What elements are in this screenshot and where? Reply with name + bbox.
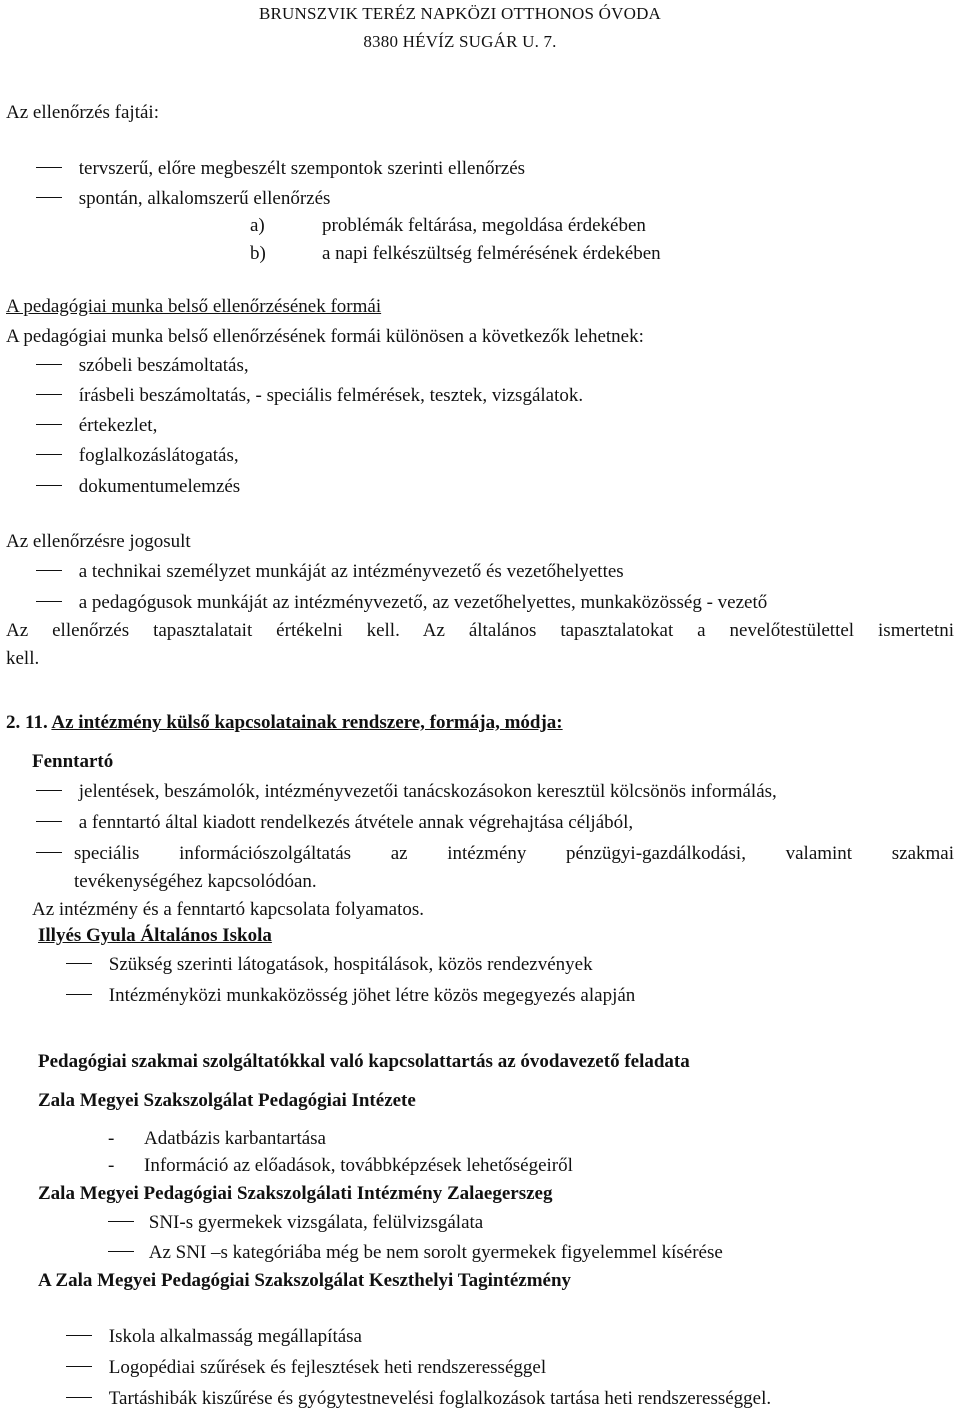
list-item-text: Információ az előadások, továbbképzések lehetőségeiről (144, 1155, 573, 1176)
list-item: szóbeli beszámoltatás, (36, 355, 249, 378)
school-title: Illyés Gyula Általános Iskola (38, 925, 272, 946)
dash-bullet-icon (66, 963, 92, 964)
list-item: SNI-s gyermekek vizsgálata, felülvizsgálata (108, 1212, 483, 1235)
dash-bullet-icon (36, 570, 62, 571)
dash-bullet-icon (36, 394, 62, 395)
institution-name: BRUNSZVIK TERÉZ NAPKÖZI OTTHONOS ÓVODA (258, 4, 662, 23)
dash-bullet-icon (36, 601, 62, 602)
sub-item-marker: a) (250, 215, 265, 236)
list-item: a fenntartó által kiadott rendelkezés átvétele annak végrehajtása céljából, (36, 812, 633, 835)
sub-item-text: a napi felkészültség felmérésének érdekében (322, 243, 661, 264)
institution-title: Zala Megyei Pedagógiai Szakszolgálati Intézmény Zalaegerszeg (38, 1183, 553, 1204)
section-title: Az intézmény külső kapcsolatainak rendszere, formája, módja: (51, 712, 563, 733)
forms-title: A pedagógiai munka belső ellenőrzésének formái (6, 296, 382, 317)
list-item-text: tevékenységéhez kapcsolódóan. (74, 871, 317, 892)
section-number: 2. 11. (6, 712, 48, 733)
list-item: Logopédiai szűrések és fejlesztések heti rendszerességgel (66, 1357, 546, 1380)
list-item-text: speciális információszolgáltatás az intézmény pénzügyi-gazdálkodási, valamint szakmai (74, 843, 954, 864)
dash-bullet-icon (36, 790, 62, 791)
list-item-text: Adatbázis karbantartása (144, 1128, 326, 1149)
fenntarto-closing: Az intézmény és a fenntartó kapcsolata folyamatos. (32, 899, 424, 920)
institution-address: 8380 HÉVÍZ SUGÁR U. 7. (363, 32, 557, 51)
dash-bullet-icon (36, 852, 62, 853)
list-item: spontán, alkalomszerű ellenőrzés (36, 188, 330, 211)
dash-bullet-icon (66, 1366, 92, 1367)
list-item: jelentések, beszámolók, intézményvezetői tanácskozásokon keresztül kölcsönös informálás, (36, 781, 777, 804)
evaluation-paragraph-line: Az ellenőrzés tapasztalatait értékelni kell. Az általános tapasztalatokat a nevelőtestülettel ismertetni (6, 620, 954, 641)
dash-bullet-icon (36, 424, 62, 425)
sub-item-text: problémák feltárása, megoldása érdekében (322, 215, 646, 236)
fenntarto-title: Fenntartó (32, 751, 114, 772)
dash-bullet-icon (36, 197, 62, 198)
dash-bullet-icon (36, 167, 62, 168)
list-item: Intézményközi munkaközösség jöhet létre közös megegyezés alapján (66, 985, 635, 1008)
list-item-marker: - (108, 1128, 115, 1149)
list-item: értekezlet, (36, 415, 157, 438)
list-item: foglalkozáslátogatás, (36, 445, 239, 468)
list-item: Tartáshibák kiszűrése és gyógytestnevelési foglalkozások tartása heti rendszerességgel. (66, 1388, 771, 1411)
institution-title: A Zala Megyei Pedagógiai Szakszolgálat Keszthelyi Tagintézmény (38, 1270, 572, 1291)
dash-bullet-icon (36, 364, 62, 365)
authorized-heading: Az ellenőrzésre jogosult (6, 531, 191, 552)
list-item: dokumentumelemzés (36, 476, 240, 499)
sub-item-marker: b) (250, 243, 266, 264)
list-item: Az SNI –s kategóriába még be nem sorolt gyermekek figyelemmel kísérése (108, 1242, 723, 1265)
dash-bullet-icon (36, 454, 62, 455)
list-item-marker: - (108, 1155, 115, 1176)
list-item: tervszerű, előre megbeszélt szempontok szerinti ellenőrzés (36, 158, 525, 181)
list-item: a pedagógusok munkáját az intézményvezető, az vezetőhelyettes, munkaközösség - vezető (36, 592, 767, 615)
services-heading: Pedagógiai szakmai szolgáltatókkal való kapcsolattartás az óvodavezető feladata (38, 1051, 690, 1072)
control-types-heading: Az ellenőrzés fajtái: (6, 102, 159, 123)
dash-bullet-icon (36, 485, 62, 486)
dash-bullet-icon (108, 1221, 134, 1222)
list-item: a technikai személyzet munkáját az intézményvezető és vezetőhelyettes (36, 561, 624, 584)
list-item: Szükség szerinti látogatások, hospitálások, közös rendezvények (66, 954, 593, 977)
institution-title: Zala Megyei Szakszolgálat Pedagógiai Intézete (38, 1090, 416, 1111)
list-item: Iskola alkalmasság megállapítása (66, 1326, 362, 1349)
dash-bullet-icon (66, 1397, 92, 1398)
list-item (36, 843, 62, 866)
forms-intro: A pedagógiai munka belső ellenőrzésének formái különösen a következők lehetnek: (6, 326, 644, 347)
dash-bullet-icon (36, 821, 62, 822)
dash-bullet-icon (66, 1335, 92, 1336)
evaluation-paragraph-line: kell. (6, 648, 40, 669)
list-item: írásbeli beszámoltatás, - speciális felmérések, tesztek, vizsgálatok. (36, 385, 583, 408)
dash-bullet-icon (108, 1251, 134, 1252)
section-heading (6, 712, 563, 735)
dash-bullet-icon (66, 994, 92, 995)
